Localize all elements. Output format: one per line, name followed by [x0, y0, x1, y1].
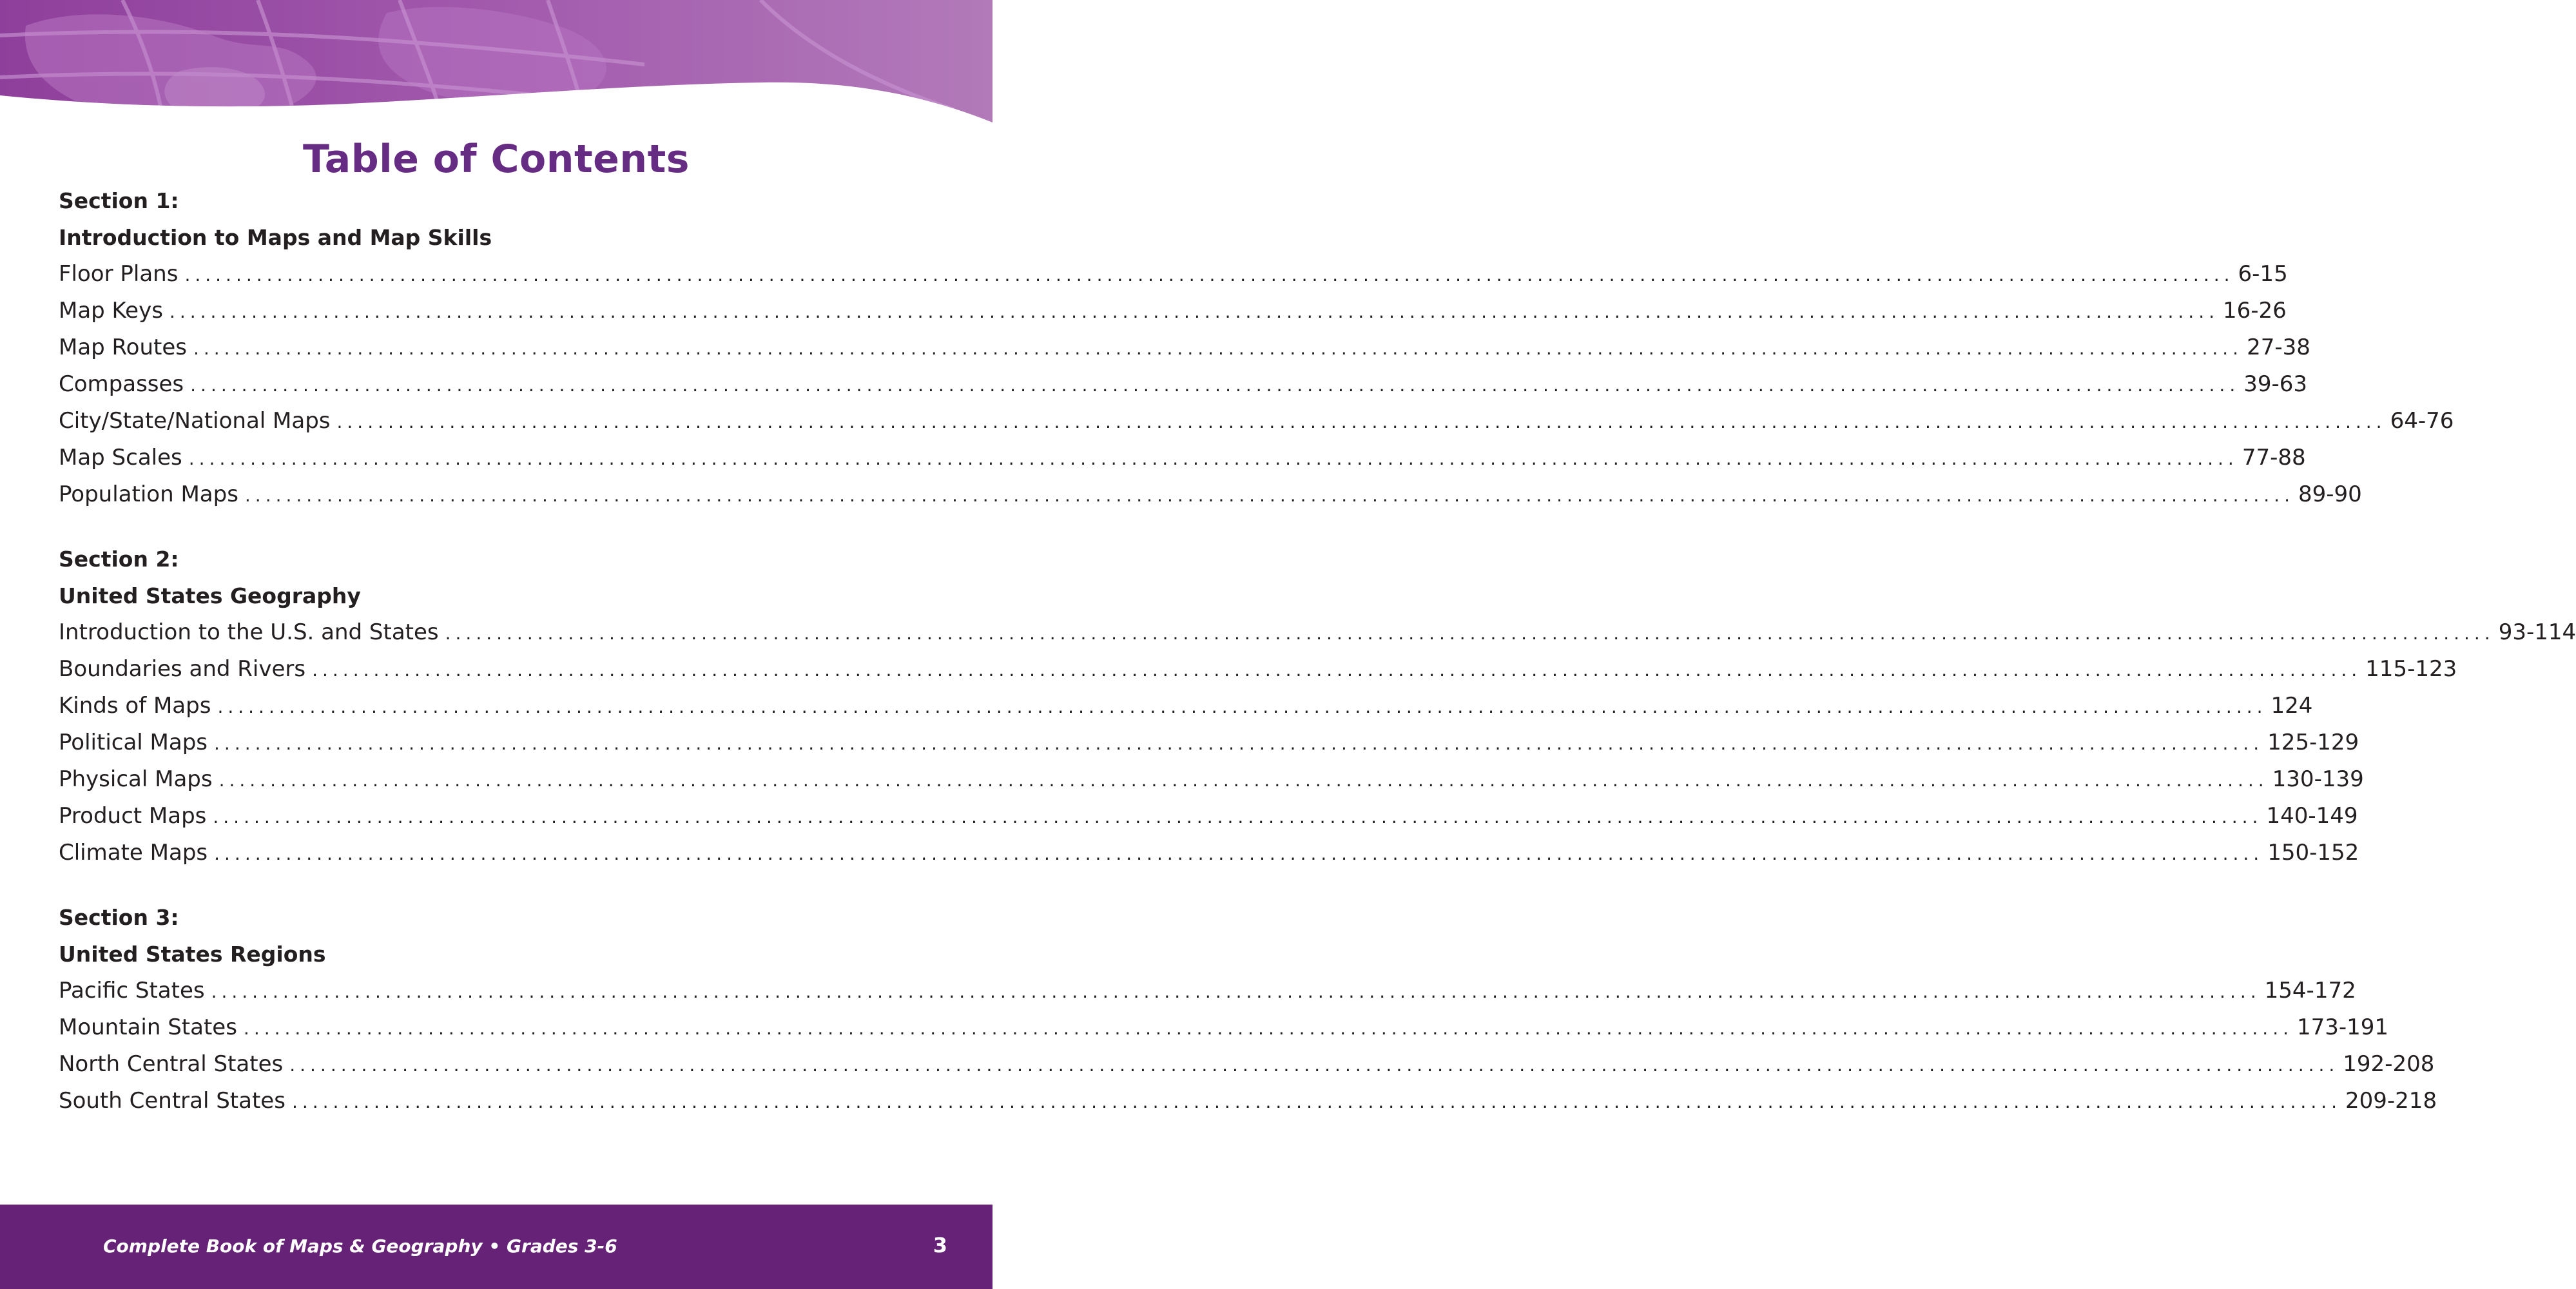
entry-pages: 16-26 — [2223, 298, 2287, 324]
entry-title: Mountain States — [59, 1014, 237, 1040]
entry-pages: 27-38 — [2247, 334, 2310, 360]
toc-entry — [59, 614, 2576, 651]
entry-title: Physical Maps — [59, 766, 213, 792]
entry-title: Boundaries and Rivers — [59, 656, 306, 682]
entry-pages: 130-139 — [2272, 766, 2364, 792]
dot-leader: ........................................................................................................................................................................................................ — [291, 1091, 2342, 1112]
dot-leader: ........................................................................................................................................................................................................ — [184, 264, 2234, 286]
entry-pages: 150-152 — [2267, 840, 2359, 866]
entry-title: Climate Maps — [59, 840, 208, 866]
dot-leader: ........................................................................................................................................................................................................ — [169, 301, 2219, 322]
entry-title: Floor Plans — [59, 261, 179, 287]
toc-entry — [59, 761, 2364, 798]
entry-pages: 140-149 — [2266, 803, 2358, 829]
entry-pages: 192-208 — [2343, 1051, 2435, 1077]
entry-pages: 6-15 — [2238, 261, 2288, 287]
header-banner — [0, 0, 993, 142]
toc-entry — [59, 1083, 2437, 1119]
entry-pages: 77-88 — [2242, 445, 2306, 470]
section-heading: Section 1: — [59, 188, 179, 213]
toc-entry — [59, 1009, 2389, 1046]
entry-title: South Central States — [59, 1088, 286, 1114]
section-1 — [59, 182, 2454, 513]
entry-title: Pacific States — [59, 978, 205, 1003]
toc-entry — [59, 329, 2310, 366]
entry-pages: 93-114 — [2498, 619, 2576, 645]
toc-entry — [59, 476, 2362, 513]
dot-leader: ........................................................................................................................................................................................................ — [336, 411, 2387, 432]
entry-title: Political Maps — [59, 730, 208, 755]
dot-leader: ........................................................................................................................................................................................................ — [312, 659, 2362, 681]
entry-title: Population Maps — [59, 481, 238, 507]
entry-title: Map Scales — [59, 445, 182, 470]
dot-leader: ........................................................................................................................................................................................................ — [218, 770, 2269, 791]
entry-title: Introduction to the U.S. and States — [59, 619, 439, 645]
toc-entry — [59, 1046, 2435, 1083]
section-subtitle: United States Regions — [59, 942, 326, 967]
toc-entry — [59, 798, 2358, 835]
dot-leader: ........................................................................................................................................................................................................ — [213, 806, 2263, 828]
toc-entry — [59, 366, 2308, 403]
entry-title: Compasses — [59, 371, 184, 397]
entry-pages: 124 — [2271, 693, 2313, 719]
entry-pages: 125-129 — [2267, 730, 2359, 755]
toc-entry — [59, 293, 2287, 329]
footer-bar — [0, 1205, 993, 1289]
footer-book-title: Complete Book of Maps & Geography • Grades 3-6 — [103, 1236, 617, 1257]
entry-title: Kinds of Maps — [59, 693, 211, 719]
entry-pages: 209-218 — [2345, 1088, 2437, 1114]
dot-leader: ........................................................................................................................................................................................................ — [193, 338, 2243, 359]
dot-leader: ........................................................................................................................................................................................................ — [289, 1054, 2339, 1076]
dot-leader: ........................................................................................................................................................................................................ — [211, 981, 2261, 1002]
section-heading: Section 3: — [59, 905, 179, 930]
entry-title: City/State/National Maps — [59, 408, 331, 434]
toc-entry — [59, 403, 2454, 440]
section-heading: Section 2: — [59, 547, 179, 572]
section-subtitle: United States Geography — [59, 583, 361, 608]
entry-pages: 115-123 — [2365, 656, 2457, 682]
dot-leader: ........................................................................................................................................................................................................ — [214, 733, 2264, 754]
page-title: Table of Contents — [303, 137, 690, 182]
toc-entry — [59, 256, 2288, 293]
entry-title: North Central States — [59, 1051, 284, 1077]
footer-page-number: 3 — [933, 1233, 947, 1257]
toc-entry — [59, 724, 2359, 761]
toc-entry — [59, 835, 2359, 871]
dot-leader: ........................................................................................................................................................................................................ — [243, 1018, 2293, 1039]
toc-entry — [59, 651, 2457, 688]
dot-leader: ........................................................................................................................................................................................................ — [190, 374, 2240, 396]
table-of-contents — [59, 182, 2576, 1119]
entry-pages: 89-90 — [2298, 481, 2362, 507]
dot-leader: ........................................................................................................................................................................................................ — [244, 485, 2294, 506]
toc-entry — [59, 440, 2306, 476]
dot-leader: ........................................................................................................................................................................................................ — [188, 448, 2238, 469]
entry-pages: 173-191 — [2297, 1014, 2389, 1040]
entry-title: Map Routes — [59, 334, 187, 360]
entry-title: Product Maps — [59, 803, 207, 829]
entry-title: Map Keys — [59, 298, 163, 324]
section-3 — [59, 899, 2437, 1119]
section-2 — [59, 541, 2576, 871]
dot-leader: ........................................................................................................................................................................................................ — [445, 623, 2495, 644]
entry-pages: 64-76 — [2390, 408, 2454, 434]
dot-leader: ........................................................................................................................................................................................................ — [214, 843, 2264, 864]
entry-pages: 39-63 — [2243, 371, 2308, 397]
entry-pages: 154-172 — [2264, 978, 2356, 1003]
section-subtitle: Introduction to Maps and Map Skills — [59, 225, 492, 250]
toc-entry — [59, 688, 2313, 724]
toc-entry — [59, 973, 2356, 1009]
dot-leader: ........................................................................................................................................................................................................ — [217, 696, 2267, 717]
